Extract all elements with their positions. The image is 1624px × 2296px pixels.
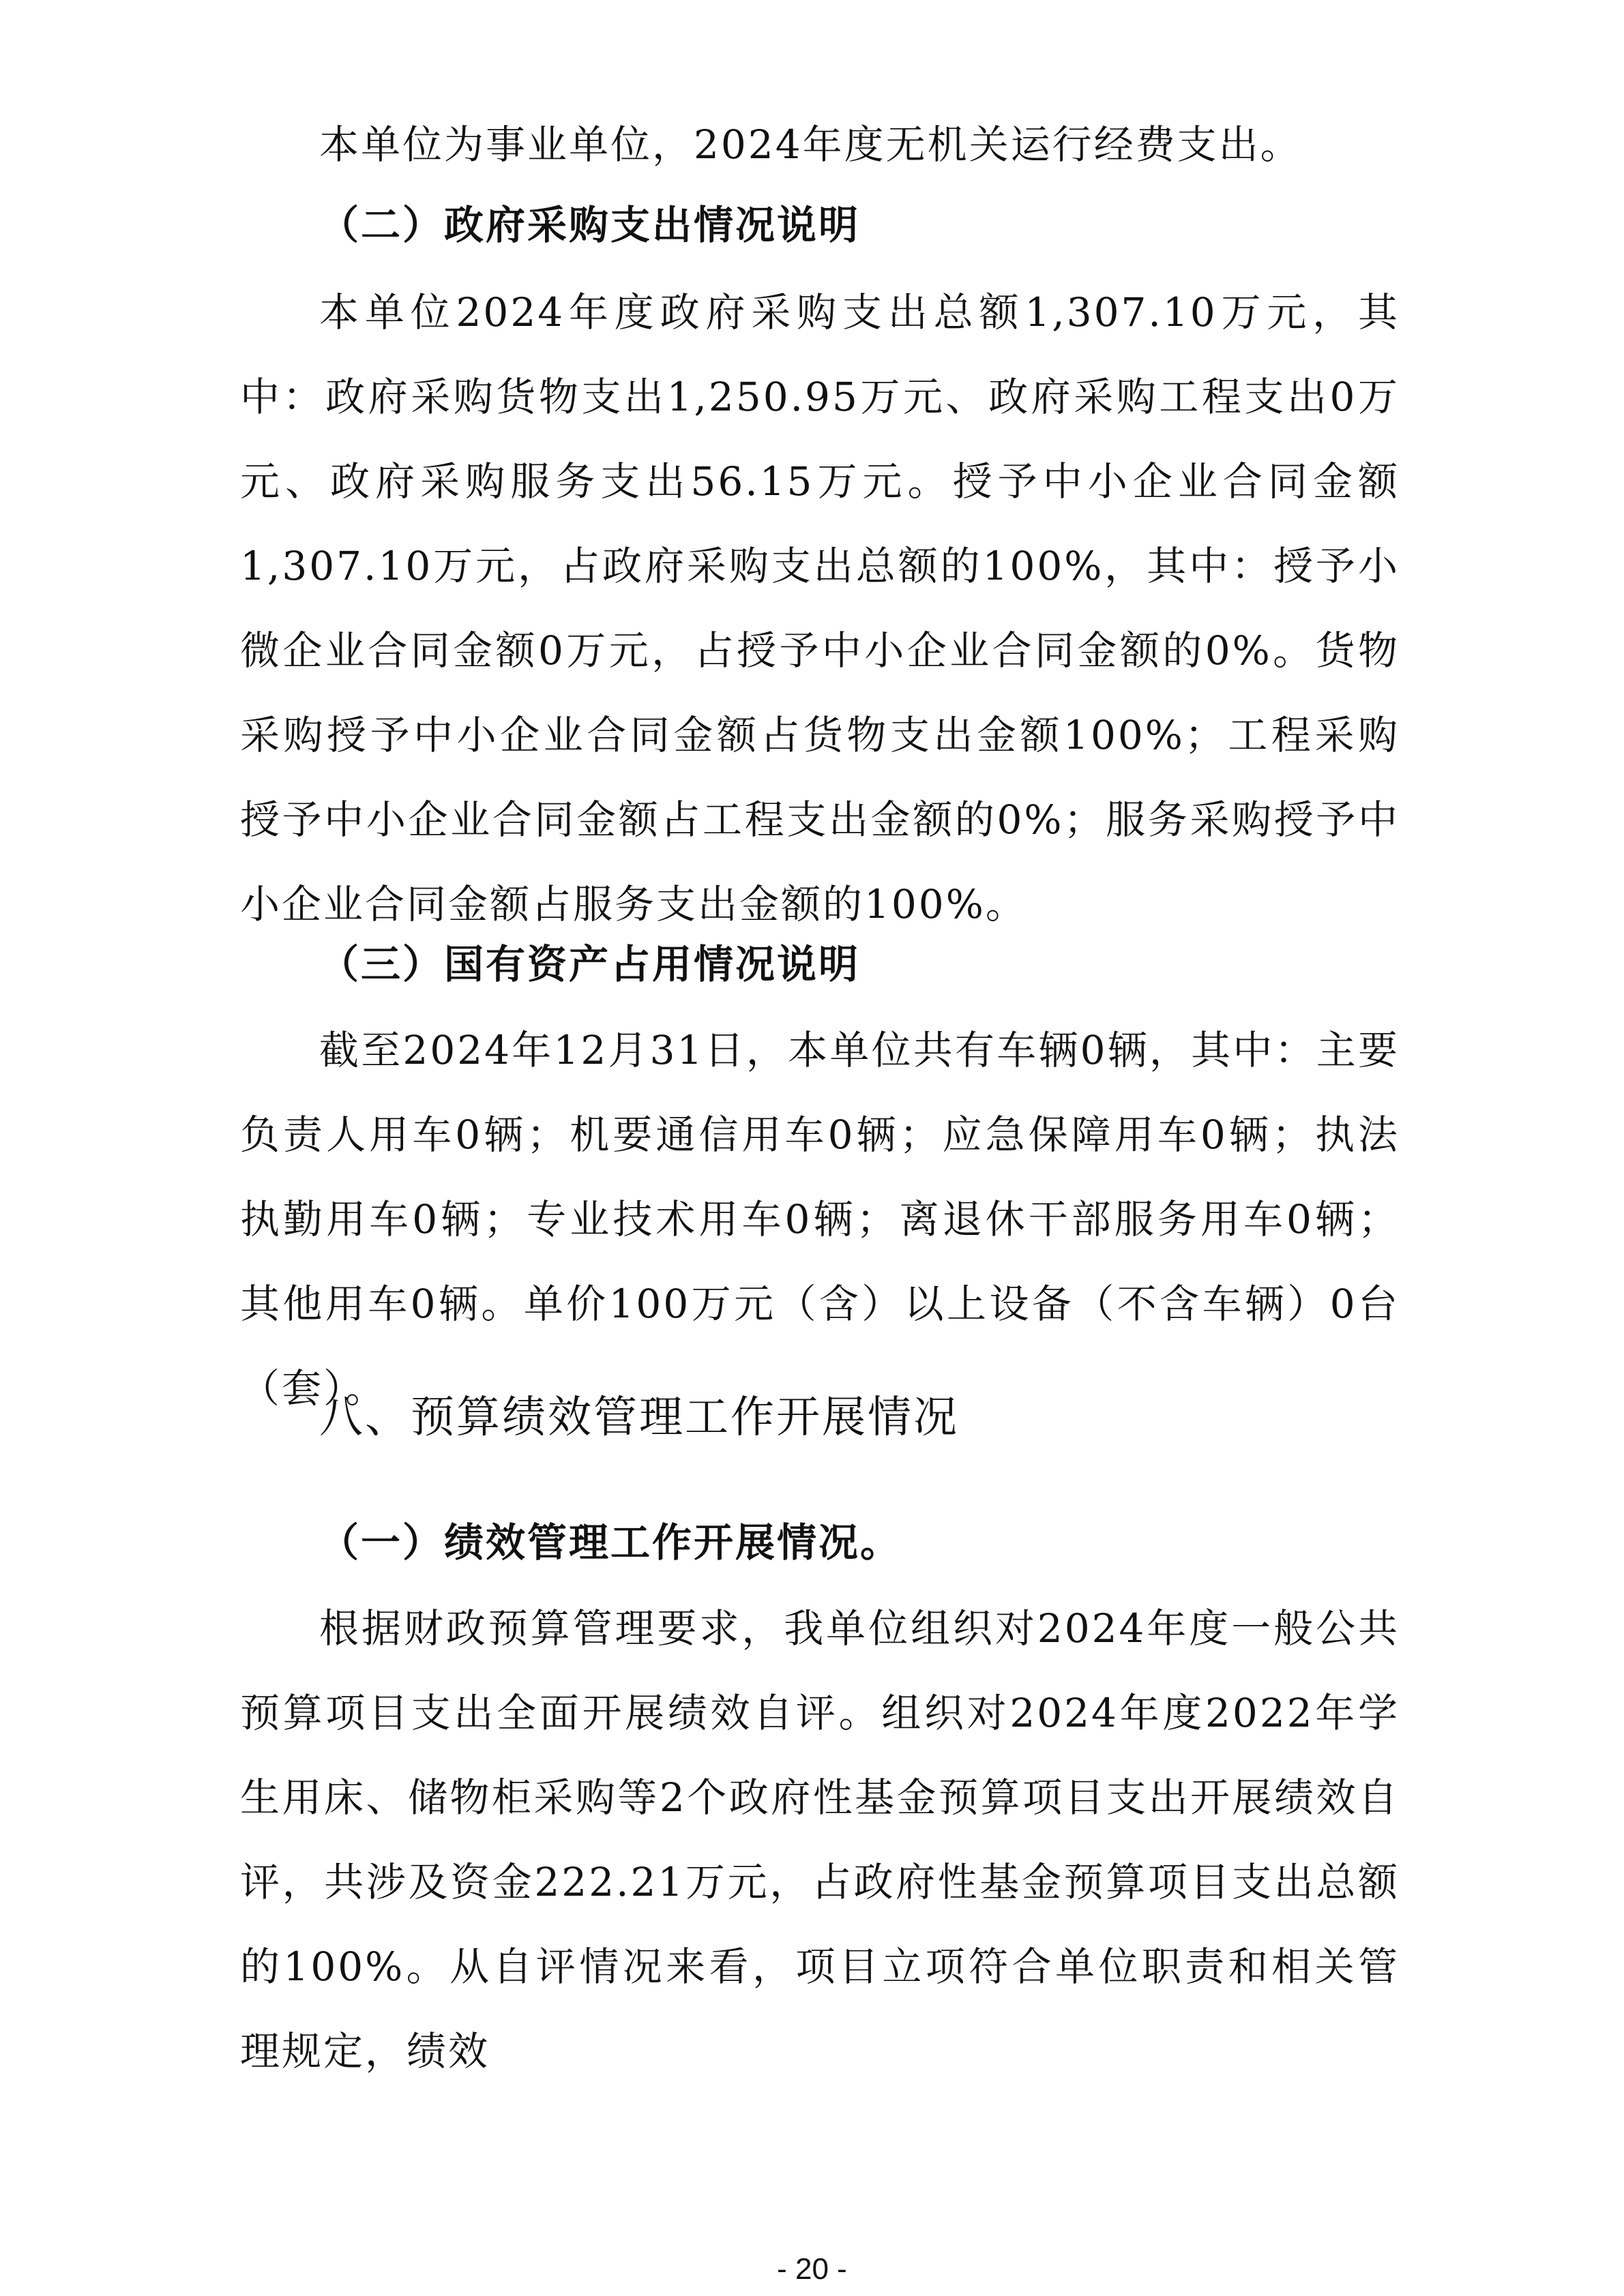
page-number: - 20 -	[777, 2252, 847, 2286]
paragraph-government-procurement: 本单位2024年度政府采购支出总额1,307.10万元，其中：政府采购货物支出1,250.95万元、政府采购工程支出0万元、政府采购服务支出56.15万元。授予中小企业合同金额1,307.10万元，占政府采购支出总额的100%，其中：授予小微企业合同金额0万元，占授予中小企业合同金额的0%。货物采购授予中小企业合同金额占货物支出金额100%；工程采购授予中小企业合同金额占工程支出金额的0%；服务采购授予中小企业合同金额占服务支出金额的100%。	[240, 289, 1400, 927]
paragraph-operating-expenses: 本单位为事业单位，2024年度无机关运行经费支出。	[319, 121, 1302, 168]
section-heading-performance-management: 八、预算绩效管理工作开展情况	[319, 1392, 959, 1443]
paragraph-state-assets: 截至2024年12月31日，本单位共有车辆0辆，其中：主要负责人用车0辆；机要通信用车0辆；应急保障用车0辆；执法执勤用车0辆；专业技术用车0辆；离退休干部服务用车0辆；其他用车0辆。单价100万元（含）以上设备（不含车辆）0台（套）。	[240, 1027, 1400, 1412]
heading-performance-work: （一）绩效管理工作开展情况。	[319, 1519, 902, 1566]
heading-state-assets: （三）国有资产占用情况说明	[319, 941, 861, 987]
paragraph-performance-self-evaluation: 根据财政预算管理要求，我单位组织对2024年度一般公共预算项目支出全面开展绩效自评。组织对2024年度2022年学生用床、储物柜采购等2个政府性基金预算项目支出开展绩效自评，共涉及资金222.21万元，占政府性基金预算项目支出总额的100%。从自评情况来看，项目立项符合单位职责和相关管理规定，绩效	[240, 1605, 1400, 2074]
heading-government-procurement: （二）政府采购支出情况说明	[319, 202, 861, 248]
